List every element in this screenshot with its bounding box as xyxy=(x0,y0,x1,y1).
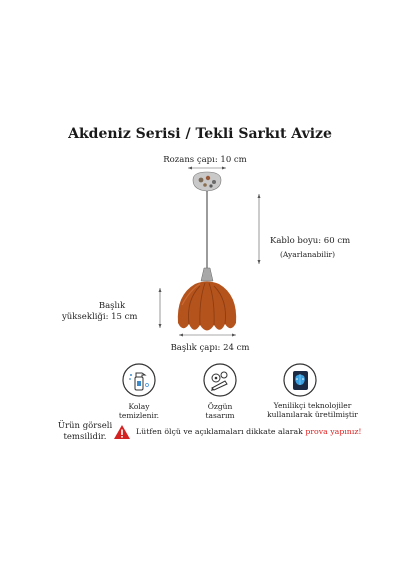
height-dimension-line xyxy=(159,288,162,328)
feature-1-line1: Kolay xyxy=(128,402,150,411)
lamp-shade xyxy=(178,282,236,331)
cable-adjustable-label: (Ayarlanabilir) xyxy=(280,250,336,259)
shade-height-label-1: Başlık xyxy=(98,301,126,311)
warning-highlight-text: prova yapınız! xyxy=(305,427,362,436)
canopy xyxy=(193,172,221,191)
cable-length-label: Kablo boyu: 60 cm xyxy=(270,236,351,246)
socket-holder xyxy=(201,268,213,281)
feature-1-line2: temizlenir. xyxy=(118,411,160,420)
tech-brain-icon xyxy=(283,363,317,397)
feature-3-line1: Yenilikçi teknolojiler xyxy=(273,401,352,410)
shade-diameter-label: Başlık çapı: 24 cm xyxy=(170,343,250,353)
cable-dimension-line xyxy=(258,194,261,264)
disclaimer-line1: Ürün görseli xyxy=(57,421,113,431)
shade-height-label-2: yüksekliği: 15 cm xyxy=(62,312,138,322)
disclaimer-line2: temsilidir. xyxy=(63,432,107,442)
diameter-dimension-line xyxy=(179,334,236,337)
warning-main-text: Lütfen ölçü ve açıklamaları dikkate alarak xyxy=(136,427,303,436)
pencil-gears-icon xyxy=(203,363,237,397)
spray-bottle-icon xyxy=(122,363,156,397)
feature-2-line1: Özgün xyxy=(207,402,233,411)
feature-2-line2: tasarım xyxy=(205,411,235,420)
feature-3-line2: kullanılarak üretilmiştir xyxy=(267,410,358,419)
canopy-label: Rozans çapı: 10 cm xyxy=(163,155,247,165)
warning-text xyxy=(136,427,362,436)
warning-triangle-icon xyxy=(113,424,131,440)
canopy-dimension-line xyxy=(188,167,226,170)
product-title: Akdeniz Serisi / Tekli Sarkıt Avize xyxy=(68,126,332,142)
